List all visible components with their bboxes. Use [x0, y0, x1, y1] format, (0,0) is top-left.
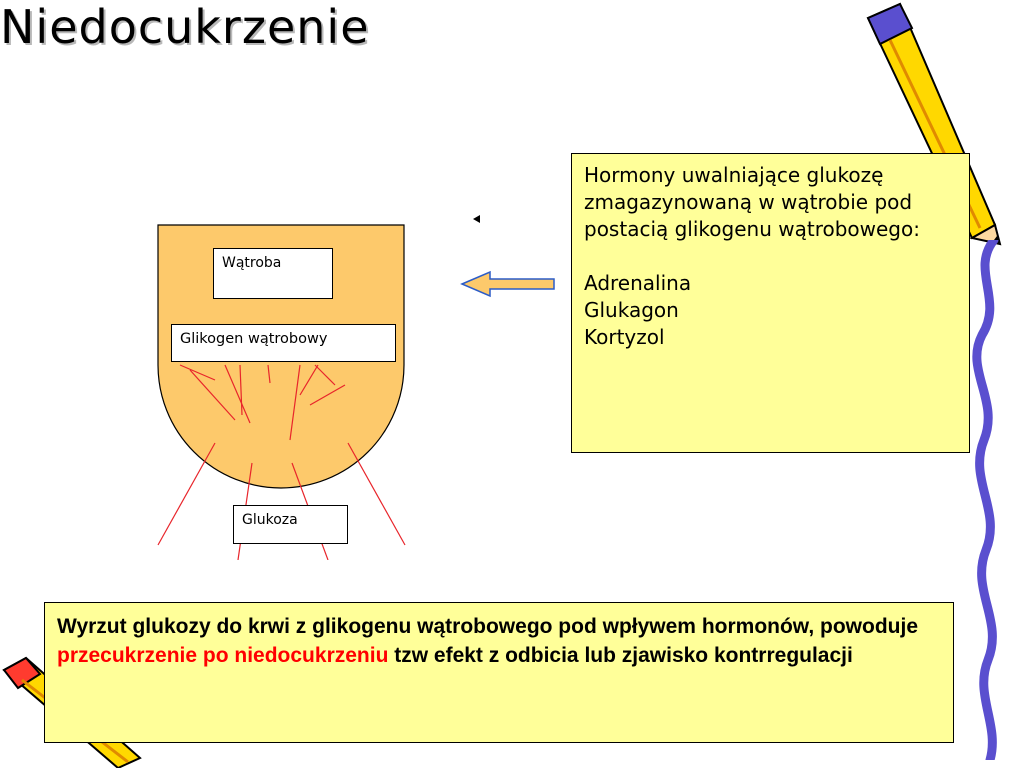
- summary-text: Wyrzut glukozy do krwi z glikogenu wątrobowego pod wpływem hormonów, powoduje: [57, 615, 919, 638]
- hormone-item: Glukagon: [584, 298, 679, 322]
- glucose-label: Glukoza: [233, 505, 348, 544]
- hormone-item: Adrenalina: [584, 271, 692, 295]
- hormone-item: Kortyzol: [584, 325, 665, 349]
- left-arrow-icon: [456, 268, 560, 300]
- marker-icon: [472, 214, 482, 224]
- glycogen-label: Glikogen wątrobowy: [171, 324, 396, 362]
- hormones-intro: Hormony uwalniające glukozę zmagazynowaną w wątrobie pod postacią glikogenu wątrobowego:: [584, 163, 920, 241]
- liver-label: Wątroba: [213, 248, 333, 299]
- slide-title: Niedocukrzenie: [0, 0, 370, 54]
- hormones-box: [571, 153, 970, 453]
- summary-text-end: tzw efekt z odbicia lub zjawisko kontrregulacji: [388, 644, 853, 667]
- summary-box: [44, 602, 954, 743]
- summary-highlight: przecukrzenie po niedocukrzeniu: [57, 644, 389, 667]
